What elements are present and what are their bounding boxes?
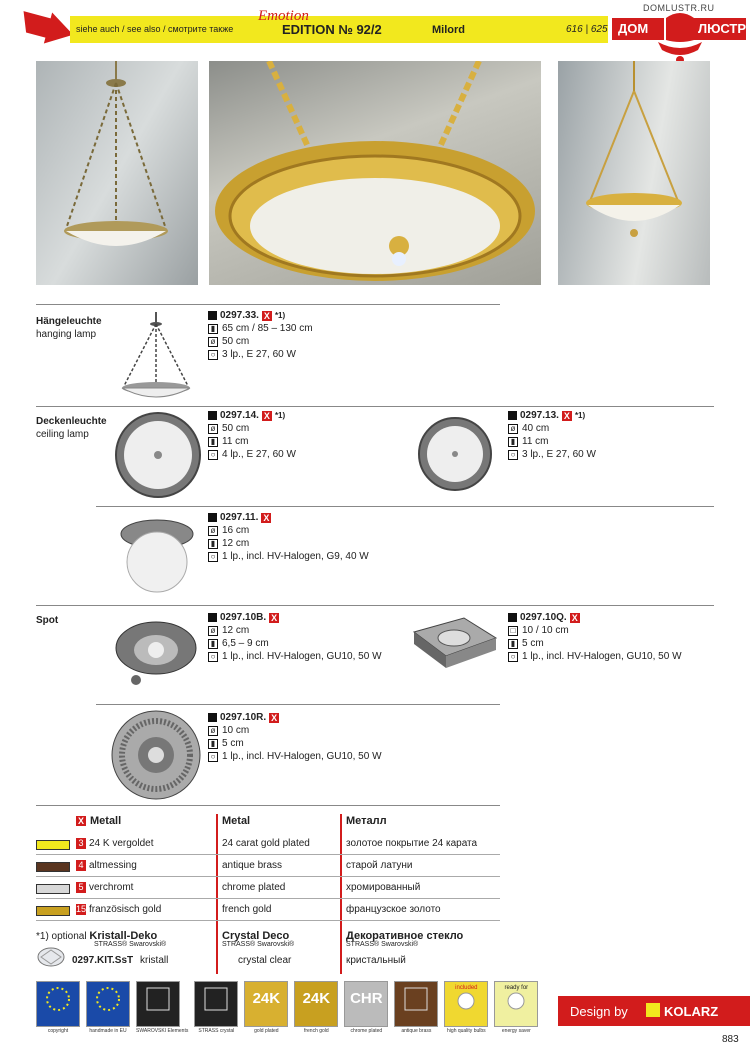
badge-icon xyxy=(36,981,80,1027)
product-bulb: 1 lp., incl. HV-Halogen, GU10, 50 W xyxy=(222,651,382,662)
row-divider xyxy=(36,854,500,855)
product-bulb: 4 lp., E 27, 60 W xyxy=(222,449,296,460)
metal-de: 24 K vergoldet xyxy=(89,838,154,849)
crystal-icon xyxy=(36,946,66,968)
square-icon xyxy=(508,613,517,622)
badge-text: CHR xyxy=(350,990,383,1007)
metal-en: antique brass xyxy=(222,860,283,871)
color-swatch xyxy=(36,884,70,894)
bulb-icon: ○ xyxy=(208,752,218,762)
crystal-code: 0297.KIT.SsT xyxy=(72,955,134,966)
product-height: 11 cm xyxy=(222,436,249,447)
metal-en: french gold xyxy=(222,904,272,915)
badge-text: included xyxy=(455,985,478,991)
bulb-icon: ○ xyxy=(508,652,518,662)
badge-caption: gold plated xyxy=(254,1028,279,1034)
row-divider xyxy=(36,876,500,877)
product-note: *1) xyxy=(274,411,286,420)
height-icon: ▮ xyxy=(508,639,518,649)
product-diameter: 16 cm xyxy=(222,525,250,536)
metal-head-de-text: Metall xyxy=(90,815,122,827)
badge-caption: french gold xyxy=(303,1028,329,1034)
product-p7 xyxy=(208,712,382,762)
product-image-ceiling-50 xyxy=(110,410,206,500)
crystal-ru: Декоративное стекло xyxy=(346,930,464,942)
kolarz-logo-icon xyxy=(646,1003,660,1017)
height-icon: ▮ xyxy=(508,437,518,447)
badge-caption: copyright xyxy=(47,1028,69,1034)
badge xyxy=(494,981,538,1034)
height-icon: ▮ xyxy=(208,324,218,334)
strass-de: STRASS® Swarovski® xyxy=(94,941,167,948)
badge-caption: antique brass xyxy=(401,1028,432,1034)
product-note: *1) xyxy=(574,411,586,420)
product-image-spot-square xyxy=(404,612,500,684)
divider xyxy=(36,304,500,305)
square-icon xyxy=(208,613,217,622)
emotion-label: Emotion xyxy=(258,8,309,24)
product-diameter: 40 cm xyxy=(522,423,550,434)
product-height: 5 cm xyxy=(222,738,244,749)
page-refs: 616 | 625 xyxy=(566,24,608,35)
photo-ceiling xyxy=(209,61,541,285)
product-p6 xyxy=(508,612,682,662)
badge-icon xyxy=(344,981,388,1027)
diameter-icon: ø xyxy=(508,424,518,434)
finish-marker: X xyxy=(263,512,270,523)
product-bulb: 3 lp., E 27, 60 W xyxy=(522,449,596,460)
finish-marker: X xyxy=(563,410,570,421)
badge xyxy=(244,981,288,1034)
bulb-icon: ○ xyxy=(208,652,218,662)
product-p5 xyxy=(208,612,382,662)
product-bulb: 1 lp., incl. HV-Halogen, G9, 40 W xyxy=(222,551,369,562)
divider xyxy=(36,805,500,806)
crystal-en: Crystal Deco xyxy=(222,930,290,942)
metal-row-de xyxy=(76,838,154,849)
badge-icon xyxy=(294,981,338,1027)
series-name: Milord xyxy=(432,24,465,36)
photo-hanging xyxy=(36,61,198,285)
product-height: 6,5 – 9 cm xyxy=(222,638,269,649)
product-diameter: 10 cm xyxy=(222,725,250,736)
product-code: 0297.11. xyxy=(220,512,259,523)
product-image-ceiling-16 xyxy=(112,512,202,600)
diameter-icon: ø xyxy=(208,424,218,434)
product-diameter: 50 cm xyxy=(222,336,250,347)
badge xyxy=(86,981,130,1034)
divider xyxy=(36,406,714,407)
crystal-value-en: crystal clear xyxy=(238,955,292,966)
crystal-optional-text: *1) optional xyxy=(36,931,87,942)
size-icon: □ xyxy=(508,626,518,636)
column-divider xyxy=(216,814,218,974)
color-swatch xyxy=(36,840,70,850)
badge-icon xyxy=(244,981,288,1027)
logo xyxy=(610,8,750,66)
height-icon: ▮ xyxy=(208,739,218,749)
section-ceil-de: Deckenleuchte xyxy=(36,416,107,427)
finish-number: 15 xyxy=(76,904,87,914)
metal-de: verchromt xyxy=(89,882,134,893)
square-icon xyxy=(208,513,217,522)
bulb-icon: ○ xyxy=(508,450,518,460)
diameter-icon: ø xyxy=(208,337,218,347)
column-divider xyxy=(340,814,342,974)
bulb-icon: ○ xyxy=(208,552,218,562)
square-icon xyxy=(208,713,217,722)
finish-marker: X xyxy=(263,410,270,421)
metal-en: 24 carat gold plated xyxy=(222,838,310,849)
page-number: 883 xyxy=(722,1034,739,1045)
height-icon: ▮ xyxy=(208,437,218,447)
finish-marker: X xyxy=(571,612,578,623)
metal-ru: хромированный xyxy=(346,882,421,893)
product-bulb: 3 lp., E 27, 60 W xyxy=(222,349,296,360)
diameter-icon: ø xyxy=(208,526,218,536)
row-divider xyxy=(36,920,500,921)
badge-icon xyxy=(136,981,180,1027)
bulb-icon: ○ xyxy=(208,350,218,360)
badge xyxy=(444,981,488,1034)
product-height: 5 cm xyxy=(522,638,544,649)
strass-en: STRASS® Swarovski® xyxy=(222,941,295,948)
metal-head-en: Metal xyxy=(222,815,251,827)
product-image-spot-round xyxy=(110,612,202,692)
section-ceil-en: ceiling lamp xyxy=(36,429,89,440)
badge xyxy=(344,981,388,1034)
product-bulb: 1 lp., incl. HV-Halogen, GU10, 50 W xyxy=(522,651,682,662)
section-hang-de: Hängeleuchte xyxy=(36,316,102,327)
product-image-ceiling-40 xyxy=(414,414,496,494)
product-height: 11 cm xyxy=(522,436,549,447)
metal-row-de xyxy=(76,860,137,871)
metal-en: chrome plated xyxy=(222,882,286,893)
divider xyxy=(36,605,714,606)
product-code: 0297.13. xyxy=(520,410,559,421)
badge-caption: high quality bulbs xyxy=(447,1028,486,1034)
finish-number: 4 xyxy=(76,860,86,871)
product-code: 0297.10Q. xyxy=(520,612,567,623)
section-hang-en: hanging lamp xyxy=(36,329,97,340)
badge-icon xyxy=(194,981,238,1027)
badge-caption: STRASS crystal xyxy=(198,1028,235,1034)
badge-icon xyxy=(86,981,130,1027)
color-swatch xyxy=(36,906,70,916)
square-icon xyxy=(508,411,517,420)
footer-bar xyxy=(558,996,750,1026)
logo-url: DOMLUSTR.RU xyxy=(643,3,715,13)
badge-caption: chrome plated xyxy=(350,1028,383,1034)
metal-ru: французское золото xyxy=(346,904,441,915)
badge-caption: energy saver xyxy=(501,1028,531,1034)
edition-title: EDITION № 92/2 xyxy=(282,22,382,37)
product-note: *1) xyxy=(274,311,286,320)
diameter-icon: ø xyxy=(208,626,218,636)
divider xyxy=(96,704,500,705)
product-image-hanging xyxy=(108,310,204,406)
metal-ru: старой латуни xyxy=(346,860,413,871)
product-image-spot-ring xyxy=(108,708,204,802)
row-divider xyxy=(36,898,500,899)
design-by: Design by xyxy=(570,1004,628,1019)
product-p3 xyxy=(508,410,596,460)
finish-marker: X xyxy=(271,712,278,723)
product-code: 0297.10B. xyxy=(220,612,267,623)
bulb-icon: ○ xyxy=(208,450,218,460)
metal-ru: золотое покрытие 24 карата xyxy=(346,838,478,849)
product-diameter: 12 cm xyxy=(222,625,250,636)
crystal-value-ru: кристальный xyxy=(346,955,406,966)
finish-marker: X xyxy=(271,612,278,623)
strass-ru: STRASS® Swarovski® xyxy=(346,941,419,948)
badge-text: ready for xyxy=(504,985,529,991)
badges xyxy=(36,981,538,1034)
diameter-icon: ø xyxy=(208,726,218,736)
height-icon: ▮ xyxy=(208,639,218,649)
product-bulb: 1 lp., incl. HV-Halogen, GU10, 50 W xyxy=(222,751,382,762)
divider xyxy=(96,506,714,507)
badge xyxy=(194,981,238,1034)
metal-de: französisch gold xyxy=(89,904,162,915)
product-height: 12 cm xyxy=(222,538,250,549)
product-code: 0297.14. xyxy=(220,410,259,421)
metal-head-de xyxy=(76,815,121,827)
product-diameter: 50 cm xyxy=(222,423,250,434)
metal-de: altmessing xyxy=(89,860,137,871)
height-icon: ▮ xyxy=(208,539,218,549)
finish-number: 5 xyxy=(76,882,86,893)
metal-head-ru: Металл xyxy=(346,815,387,827)
finish-number: 3 xyxy=(76,838,86,849)
badge-caption: SWAROVSKI Elements xyxy=(136,1028,189,1034)
color-swatch xyxy=(36,862,70,872)
logo-text-right: ЛЮСТР xyxy=(698,21,747,36)
square-icon xyxy=(208,311,217,320)
badge xyxy=(294,981,338,1034)
photo-hanging-gold xyxy=(558,61,710,285)
product-size: 10 / 10 cm xyxy=(522,625,569,636)
badge-icon xyxy=(494,981,538,1027)
badge-icon xyxy=(444,981,488,1027)
arrow-icon xyxy=(18,10,78,46)
brand: KOLARZ xyxy=(664,1004,719,1019)
product-p4 xyxy=(208,512,369,562)
badge xyxy=(394,981,438,1034)
badge-caption: handmade in EU xyxy=(89,1028,127,1034)
logo-text-left: ДОМ xyxy=(618,21,649,36)
product-p1 xyxy=(208,310,313,360)
metal-row-de xyxy=(76,882,133,893)
metal-row-de xyxy=(76,904,161,915)
product-height: 65 cm / 85 – 130 cm xyxy=(222,323,313,334)
finish-marker: X xyxy=(263,310,270,321)
see-also-text: siehe auch / see also / смотрите также xyxy=(76,24,234,34)
badge-text: 24K xyxy=(252,990,281,1007)
square-icon xyxy=(208,411,217,420)
section-spot-de: Spot xyxy=(36,615,59,626)
product-code: 0297.33. xyxy=(220,310,259,321)
product-code: 0297.10R. xyxy=(220,712,267,723)
badge xyxy=(136,981,188,1034)
product-p2 xyxy=(208,410,296,460)
finish-marker: X xyxy=(77,816,84,826)
badge-text: 24K xyxy=(302,990,331,1007)
badge xyxy=(36,981,80,1034)
badge-icon xyxy=(394,981,438,1027)
header-bar xyxy=(70,8,608,43)
crystal-de: Kristall-Deko xyxy=(89,930,158,942)
crystal-value-de: kristall xyxy=(140,955,169,966)
